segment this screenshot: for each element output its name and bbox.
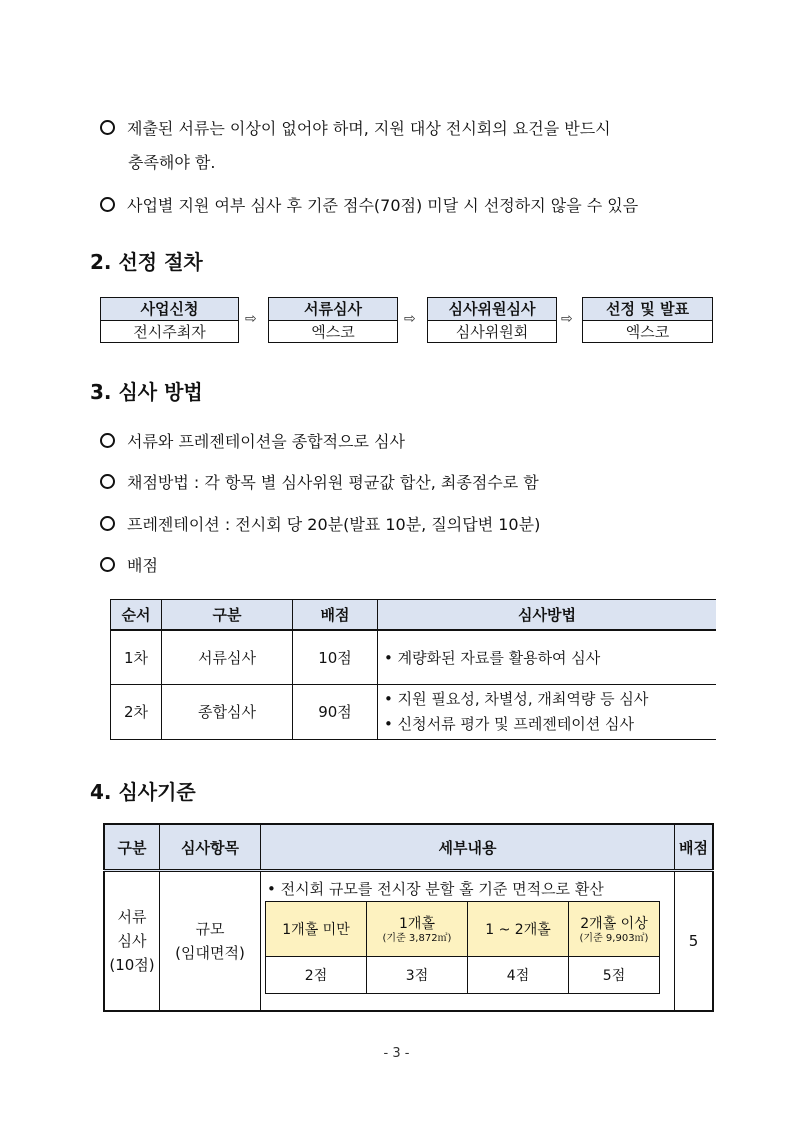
bullet-method-overview: 서류와 프레젠테이션을 종합적으로 심사 (100, 431, 405, 453)
bullet-allocation: 배점 (100, 555, 158, 577)
criteria-score: 5 (675, 871, 714, 1011)
flow-step-announcement: 선정 및 발표 엑스코 (582, 297, 713, 343)
section-title-procedure: 2. 선정 절차 (90, 250, 203, 274)
bullet-threshold: 사업별 지원 여부 심사 후 기준 점수(70점) 미달 시 선정하지 않을 수 있음 (100, 195, 638, 217)
section-title-criteria: 4. 심사기준 (90, 780, 196, 804)
score-allocation-table (110, 599, 716, 740)
scale-points-row: 2점 3점 4점 5점 (266, 957, 660, 994)
flow-step-apply: 사업신청 전시주최자 (100, 297, 239, 343)
bullet-requirements-cont: 충족해야 함. (128, 153, 216, 172)
page-number: - 3 - (383, 1046, 410, 1061)
bullet-requirements: 제출된 서류는 이상이 없어야 하며, 지원 대상 전시회의 요건을 반드시 (100, 118, 611, 140)
criteria-category: 서류 심사 (10점) (104, 871, 160, 1011)
bullet-scoring-method: 채점방법 : 각 항목 별 심사위원 평균값 합산, 최종점수로 함 (100, 472, 539, 494)
bullet-presentation: 프레젠테이션 : 전시회 당 20분(발표 10분, 질의답변 10분) (100, 514, 540, 536)
table-row: 2차 종합심사 90점 • 지원 필요성, 차별성, 개최역량 등 심사 • 신청서류 평가 및 프레젠테이션 심사 (111, 684, 717, 739)
table-header-row: 구분 심사항목 세부내용 배점 (104, 824, 713, 871)
scale-table (265, 901, 660, 994)
flow-step-document-review: 서류심사 엑스코 (268, 297, 398, 343)
flow-step-committee-review: 심사위원심사 심사위원회 (427, 297, 557, 343)
circle-bullet-icon (100, 197, 115, 212)
section-title-method: 3. 심사 방법 (90, 380, 203, 404)
criteria-detail: • 전시회 규모를 전시장 분할 홀 기준 면적으로 환산 (261, 871, 675, 1011)
arrow-right-icon: ⇨ (245, 311, 257, 327)
criteria-item: 규모 (임대면적) (160, 871, 261, 1011)
circle-bullet-icon (100, 516, 115, 531)
circle-bullet-icon (100, 557, 115, 572)
circle-bullet-icon (100, 474, 115, 489)
table-header-row: 순서 구분 배점 심사방법 (111, 600, 717, 631)
circle-bullet-icon (100, 433, 115, 448)
scale-label-row: 1개홀 미만 1개홀 (기준 3,872㎡) 1 ~ 2개홀 2개홀 이상 (기준 9,903㎡) (266, 902, 660, 957)
arrow-right-icon: ⇨ (561, 311, 573, 327)
table-row: 1차 서류심사 10점 • 계량화된 자료를 활용하여 심사 (111, 630, 717, 684)
arrow-right-icon: ⇨ (404, 311, 416, 327)
circle-bullet-icon (100, 120, 115, 135)
